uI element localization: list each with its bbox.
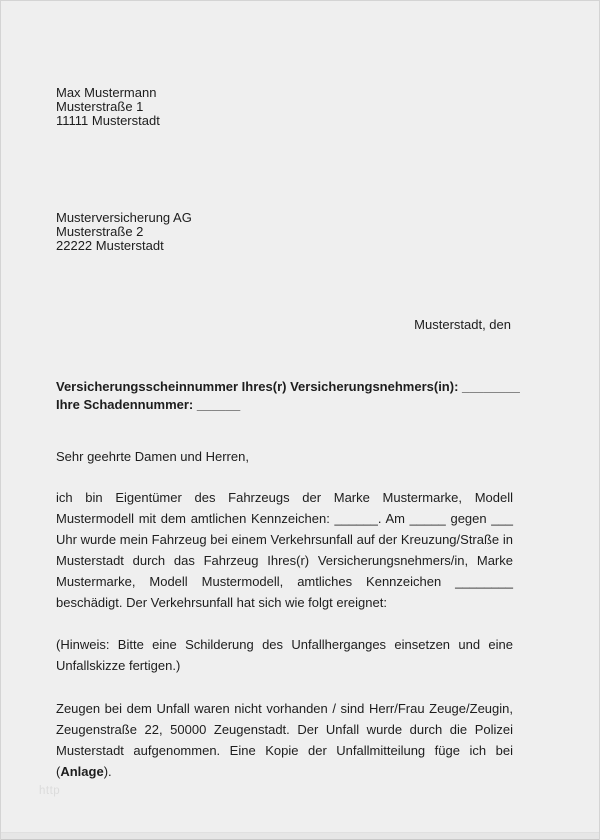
sender-name: Max Mustermann (56, 85, 157, 100)
watermark-text: http (39, 785, 61, 797)
page-bottom-edge (1, 832, 599, 840)
body-paragraph-witnesses (56, 698, 513, 782)
sender-city: 11111 Musterstadt (56, 113, 160, 128)
subject-policy-number-line: Versicherungsscheinnummer Ihres(r) Versicherungsnehmers(in): ________ (56, 379, 520, 394)
attachment-word: Anlage (60, 764, 104, 779)
sender-address (56, 86, 160, 128)
salutation: Sehr geehrte Damen und Herren, (56, 449, 249, 464)
recipient-address (56, 211, 192, 253)
date-line: Musterstadt, den (414, 317, 511, 332)
subject-claim-number-line: Ihre Schadennummer: ______ (56, 397, 241, 412)
sender-street: Musterstraße 1 (56, 99, 144, 114)
body-paragraph-accident: ich bin Eigentümer des Fahrzeugs der Marke Mustermarke, Modell Mustermodell mit dem amtlichen Kennzeichen: ______. Am _____ gegen ___ Uhr wurde mein Fahrzeug bei einem Verkehrsunfall auf der Kreuzung/Straße in Musterstadt durch das Fahrzeug Ihres(r) Versicherungsnehmers/in, Marke Mustermarke, Modell Mustermodell, amtliches Kennzeichen ________ beschädigt. Der Verkehrsunfall hat sich wie folgt ereignet: (56, 490, 513, 610)
witnesses-text: Zeugen bei dem Unfall waren nicht vorhanden / sind Herr/Frau Zeuge/Zeugin, Zeugenstraße 22, 50000 Zeugenstadt. Der Unfall wurde durch die Polizei Musterstadt aufgenommen. Eine Kopie der Unfallmitteilung füge ich bei ( (56, 701, 513, 779)
recipient-name: Musterversicherung AG (56, 210, 192, 225)
witnesses-text-end: ). (103, 764, 112, 779)
recipient-city: 22222 Musterstadt (56, 238, 164, 253)
recipient-street: Musterstraße 2 (56, 224, 144, 239)
body-paragraph-note: (Hinweis: Bitte eine Schilderung des Unfallherganges einsetzen und eine Unfallskizze fertigen.) (56, 637, 513, 673)
subject-block (56, 378, 520, 414)
